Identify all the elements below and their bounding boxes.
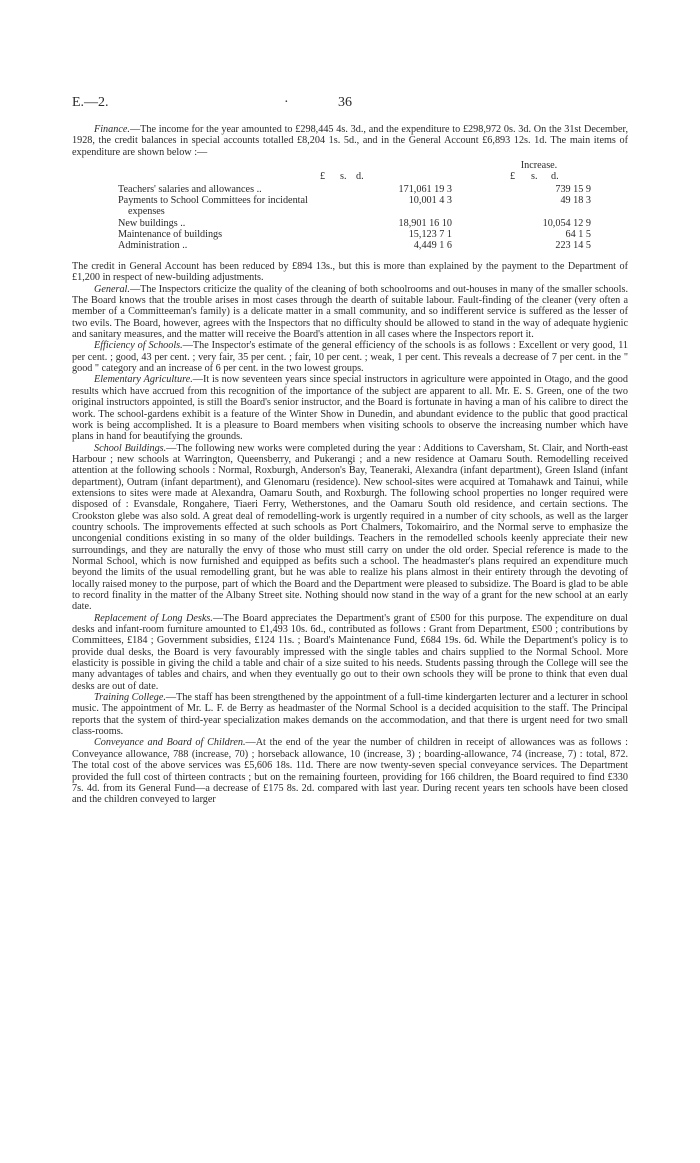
row-increase: 64 1 5 [565,229,591,241]
increase-shillings-header: s. [531,171,538,183]
document-reference: E.—2. [72,95,109,110]
row-amount: 10,001 4 3 [408,195,452,207]
paragraph-text: —At the end of the year the number of children in receipt of allowances was as follows : Conveyance allowance, 788 (increase, 70) ; horseback allowance, 10 (increase, 3) ; boarding-allowance, 74 (increase, 7) : total, 872. The total cost of the above services was £5,606 18s. 11d. There are now twenty-seven special conveyance services. The Department provided the full cost of thirteen contracts ; but on the remaining fourteen, providing for 166 children, the Board required to find £330 7s. 4d. from its General Fund—a decrease of £175 8s. 2d. compared with last year. During recent years ten schools have been closed and the children conveyed to larger [72,737,628,806]
table-row [118,184,618,195]
paragraph-text: —The Inspector's estimate of the general efficiency of the schools is as follows : Excellent or very good, 11 per cent. ; good, 43 per cent. ; very fair, 35 per cent. ; fair, 10 per cent. ; weak, 1 per cent. This reveals a decrease of 7 per cent. in the " good " category and an increase of 6 per cent. in the two lowest groups. [72,340,629,375]
table-row [118,229,618,240]
paragraph-text: The credit in General Account has been reduced by £894 13s., but this is more than explained by the payment to the Department of £1,200 in respect of new-building adjustments. [72,261,628,284]
table-row [118,240,618,251]
row-increase: 223 14 5 [555,240,591,252]
finance-paragraph [72,124,628,158]
paragraph-text: —The Board appreciates the Department's grant of £500 for this purpose. The expenditure on dual desks and infant-room furniture amounted to £1,493 10s. 6d., contributed as follows : Grant from Department, £500 ; contributions by Committees, £184 ; Government subsidies, £124 11s. ; Board's Maintenance Fund, £684 19s. 6d. While the Department's policy is to provide dual desks, the Board is very favourably impressed with the single tables and chairs supplied to the Normal School. More elasticity is possible in giving the child a table and chair of a size suited to his needs. Students passing through the College will see the many advantages of tables and chairs, and when they eventually go out to their own schools they will be prone to think that even dual desks are out of date. [72,612,629,692]
general-paragraph [72,284,628,341]
pence-column-header: d. [356,171,364,183]
paragraph-text: —The following new works were completed during the year : Additions to Caversham, St. Clair, and North-east Harbour ; new schools at Warrington, Queensberry, and Pukerangi ; and a new residence at Oamaru South. Remodelling received attention at the following schools : Normal, Roxburgh, Anderson's Bay, Teaneraki, Alexandra (infant department), Green Island (infant department), Outram (infant department), and Glenomaru (residence). New school-sites were acquired at Tomahawk and Tainui, while extensions to sites were made at Alexandra, Oamaru South, and Roxburgh. The following school properties no longer required were disposed of : Evansdale, Rongahere, Tiaeri Ferry, Wetherstones, and the Oamaru South old residence, and certain sections. The Crookston glebe was also sold. A great deal of remodelling-work is urgently required in a number of city schools, as well as the larger country schools. The improvements effected at such schools as Port Chalmers, Tokomairiro, and the Normal serve to emphasize the uncongenial conditions existing in so many of the older buildings. Teachers in the remodelled schools keenly appreciate their new surroundings, and they are naturally the envy of those who must still carry on under the old order. Special reference is made to the Normal School, which is now furnished and equipped as befits such a school. The headmaster's plans required an expenditure much beyond the limits of the usual remodelling grant, but he was able to realize his plans almost in their entirety through the devoting of locally raised money to the purpose, part of which the Board and the Department were pleased to subsidize. The Board is glad to be able to record finality in the matter of the Albany Street site. Nothing should now stand in the way of a grant for the new school at an early date. [72,442,628,613]
college-paragraph [72,692,628,737]
document-body [72,124,628,806]
table-row [118,218,618,229]
desks-heading: Replacement of Long Desks. [94,612,213,624]
row-increase: 10,054 12 9 [542,218,591,230]
row-amount: 171,061 19 3 [398,184,452,196]
shillings-column-header: s. [340,171,347,183]
paragraph-text: —The staff has been strengthened by the appointment of a full-time kindergarten lecturer and a lecturer in school music. The appointment of Mr. L. F. de Berry as headmaster of the Normal School is a decided acquisition to the staff. The Principal reports that the system of third-year specialization makes demands on the accommodation, and that there is urgent need for two small class-rooms. [72,692,628,738]
finance-text: —The income for the year amounted to £298,445 4s. 3d., and the expenditure to £298,972 0s. 3d. On the 31st December, 1928, the credit balances in special accounts totalled £8,204 1s. 5d., and in the General Account £6,893 12s. 1d. The main items of expenditure are shown below :— [72,124,628,158]
table-row [118,195,618,218]
credit-paragraph [72,261,628,284]
increase-column-header: Increase. [520,160,558,172]
desks-paragraph [72,613,628,692]
pounds-column-header: £ [320,171,326,183]
expenditure-table [72,160,628,255]
conveyance-paragraph [72,737,628,805]
row-label: Administration .. [118,240,188,252]
row-label: Teachers' salaries and allowances .. [118,184,262,196]
row-increase: 739 15 9 [555,184,591,196]
row-label: Maintenance of buildings [118,229,223,241]
buildings-paragraph [72,443,628,613]
agriculture-heading: Elementary Agriculture. [94,374,193,386]
buildings-heading: School Buildings. [94,442,167,454]
general-heading: General. [94,283,130,295]
row-amount: 18,901 16 10 [398,218,452,230]
row-amount: 15,123 7 1 [408,229,452,241]
row-increase: 49 18 3 [560,195,591,207]
increase-pence-header: d. [551,171,559,183]
efficiency-heading: Efficiency of Schools. [94,340,183,352]
paragraph-text: —It is now seventeen years since special instructors in agriculture were appointed in Otago, and the good results which have accrued from this recognition of the importance of the subject are apparent to all. Mr. E. S. Green, one of the two original instructors appointed, is still the Board's senior instructor, and the Board is fortunate in having a man of his calibre to direct the work. The school-gardens exhibit is a feature of the Winter Show in Dunedin, and abundant evidence to the public that good practical work is being accomplished. It is a pleasure to Board members when visiting schools to observe the increasing number which have plans in hand for beautifying the grounds. [72,374,628,443]
efficiency-paragraph [72,340,628,374]
college-heading: Training College. [94,692,166,704]
row-amount: 4,449 1 6 [413,240,452,252]
agriculture-paragraph [72,374,628,442]
finance-heading: Finance. [94,124,130,135]
page-number: 36 [338,95,352,110]
header-dot: · [284,95,289,110]
paragraph-text: —The Inspectors criticize the quality of the cleaning of both schoolrooms and out-houses in many of the smaller schools. The Board knows that the trouble arises in most cases through the dearth of suitable labour. Fault-finding of the cleaner (very often a member of a Committeeman's family) is a delicate matter in a small community, and so indifferent service is suffered as the lesser of two evils. The Board, however, agrees with the Inspectors that no difficulty should be allowed to stand in the way of adequate hygienic and sanitary measures, and the matter will receive the Board's attention in all cases where the Inspectors report it. [72,283,628,341]
increase-pounds-header: £ [510,171,516,183]
conveyance-heading: Conveyance and Board of Children. [94,737,246,749]
page-header [72,95,632,111]
row-label: Payments to School Committees for incidental [118,195,308,207]
row-label: New buildings .. [118,218,186,230]
row-label-continued: expenses [128,206,165,218]
